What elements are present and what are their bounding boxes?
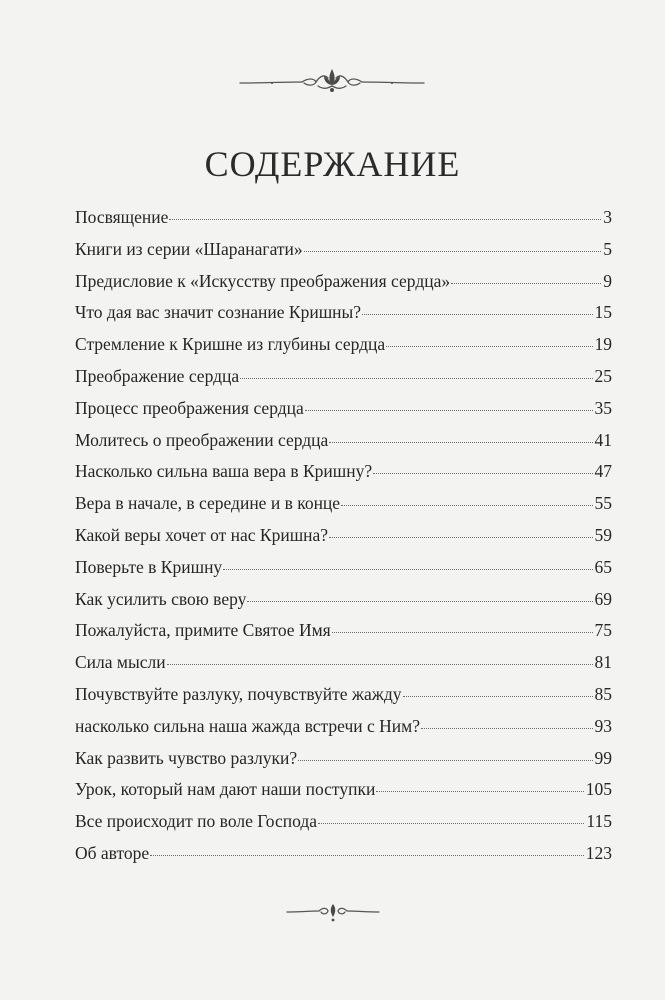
toc-entry-title: насколько сильна наша жажда встречи с Ним? [75, 715, 420, 736]
dot-leader [373, 473, 592, 474]
toc-page-number: 123 [585, 842, 612, 863]
toc-entry [75, 430, 612, 462]
dot-leader [386, 346, 592, 347]
dot-leader [421, 728, 593, 729]
toc-page-number: 9 [603, 270, 612, 291]
toc-entry [75, 779, 612, 811]
toc-entry [75, 748, 612, 780]
toc-entry [75, 557, 612, 589]
dot-leader [341, 505, 592, 506]
toc-entry [75, 207, 612, 239]
floral-divider-icon [232, 66, 432, 96]
toc-entry-title: Какой веры хочет от нас Кришна? [75, 524, 329, 545]
toc-entry-title: Об авторе [75, 842, 150, 863]
toc-entry [75, 652, 612, 684]
toc-entry-title: Как развить чувство разлуки? [75, 747, 298, 768]
toc-page-number: 3 [603, 207, 612, 227]
toc-page-number: 15 [594, 302, 612, 323]
dot-leader [376, 791, 583, 792]
toc-page-number: 41 [594, 429, 612, 450]
toc-entry-title: Стремление к Кришне из глубины сердца [75, 334, 386, 355]
toc-page-number: 59 [594, 524, 612, 545]
toc-entry-title: Вера в начале, в середине и в конце [75, 493, 341, 514]
dot-leader [240, 378, 592, 379]
dot-leader [403, 696, 593, 697]
toc-page-number: 55 [594, 493, 612, 514]
dot-leader [451, 283, 601, 284]
toc-entry [75, 334, 612, 366]
toc-entry [75, 271, 612, 303]
toc-page-number: 65 [594, 556, 612, 577]
toc-page-number: 35 [594, 397, 612, 418]
toc-page-number: 115 [586, 811, 612, 832]
toc-entry-title: Процесс преображения сердца [75, 397, 304, 418]
toc-entry-title: Преображение сердца [75, 365, 240, 386]
toc-entry [75, 525, 612, 557]
toc-entry-title: Насколько сильна ваша вера в Кришну? [75, 461, 373, 482]
toc-entry-title: Как усилить свою веру [75, 588, 247, 609]
table-of-contents [75, 207, 612, 875]
toc-entry-title: Книги из серии «Шаранагати» [75, 238, 303, 259]
toc-page-number: 85 [594, 683, 612, 704]
dot-leader [223, 569, 592, 570]
toc-entry-title: Предисловие к «Искусству преображения сердца» [75, 270, 451, 291]
dot-leader [150, 855, 584, 856]
toc-entry-title: Сила мысли [75, 652, 166, 673]
toc-entry [75, 811, 612, 843]
dot-leader [169, 219, 601, 220]
toc-entry-title: Посвящение [75, 207, 169, 227]
toc-entry [75, 366, 612, 398]
page-title: СОДЕРЖАНИЕ [204, 144, 461, 184]
toc-entry [75, 493, 612, 525]
toc-entry-title: Урок, который нам дают наши поступки [75, 779, 376, 800]
toc-page-number: 25 [594, 365, 612, 386]
toc-page-number: 99 [594, 747, 612, 768]
toc-page-number: 81 [594, 652, 612, 673]
toc-page-number: 19 [594, 334, 612, 355]
dot-leader [318, 823, 584, 824]
dot-leader [247, 601, 592, 602]
toc-page-number: 5 [603, 238, 612, 259]
small-floral-divider-icon [283, 900, 383, 924]
toc-page-number: 93 [594, 715, 612, 736]
toc-entry [75, 461, 612, 493]
toc-entry [75, 684, 612, 716]
dot-leader [304, 251, 602, 252]
toc-entry-title: Молитесь о преображении сердца [75, 429, 329, 450]
toc-page-number: 105 [585, 779, 612, 800]
dot-leader [329, 537, 592, 538]
dot-leader [167, 664, 593, 665]
dot-leader [329, 442, 592, 443]
toc-entry-title: Пожалуйста, примите Святое Имя [75, 620, 331, 641]
toc-entry-title: Почувствуйте разлуку, почувствуйте жажду [75, 683, 402, 704]
toc-entry [75, 716, 612, 748]
toc-entry [75, 843, 612, 875]
toc-entry [75, 239, 612, 271]
toc-page-number: 47 [594, 461, 612, 482]
dot-leader [305, 410, 593, 411]
toc-entry [75, 398, 612, 430]
toc-entry-title: Все происходит по воле Господа [75, 811, 318, 832]
toc-entry-title: Поверьте в Кришну [75, 556, 223, 577]
dot-leader [332, 632, 593, 633]
toc-entry [75, 302, 612, 334]
toc-entry [75, 620, 612, 652]
toc-entry-title: Что дая вас значит сознание Кришны? [75, 302, 362, 323]
toc-entry [75, 589, 612, 621]
dot-leader [298, 760, 592, 761]
dot-leader [362, 314, 592, 315]
toc-page-number: 69 [594, 588, 612, 609]
toc-page-number: 75 [594, 620, 612, 641]
